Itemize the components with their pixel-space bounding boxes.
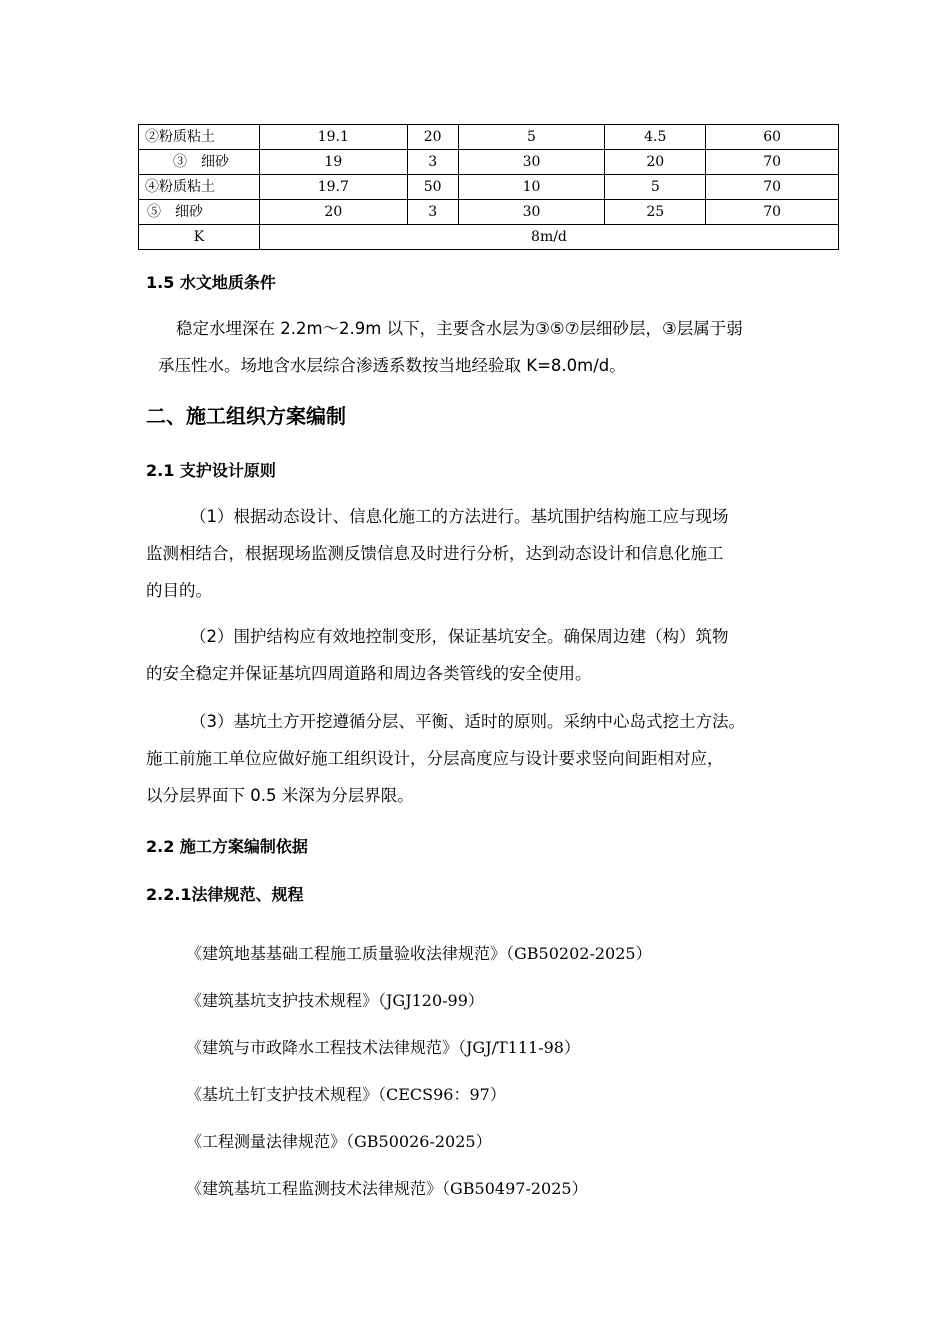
soil-layer-name: ②粉质粘土 bbox=[139, 125, 260, 150]
paragraph-line: （1）根据动态设计、信息化施工的方法进行。基坑围护结构施工应与现场 bbox=[190, 507, 729, 526]
principle-paragraph-1 bbox=[146, 498, 836, 609]
table-cell: 19.7 bbox=[259, 175, 407, 200]
reference-item: 《工程测量法律规范》（GB50026-2025） bbox=[186, 1132, 492, 1151]
paragraph-line: 监测相结合，根据现场监测反馈信息及时进行分析，达到动态设计和信息化施工 bbox=[146, 544, 724, 563]
table-cell: 19.1 bbox=[259, 125, 407, 150]
soil-layer-name: ③ 细砂 bbox=[139, 150, 260, 175]
table-cell: 25 bbox=[605, 200, 706, 225]
paragraph-line: （2）围护结构应有效地控制变形，保证基坑安全。确保周边建（构）筑物 bbox=[190, 627, 729, 646]
table-cell: 20 bbox=[259, 200, 407, 225]
table-cell: 5 bbox=[605, 175, 706, 200]
section-heading-1-5: 1.5 水文地质条件 bbox=[146, 273, 276, 292]
soil-layer-name: ④粉质粘土 bbox=[139, 175, 260, 200]
table-cell: 20 bbox=[407, 125, 458, 150]
table-cell: 19 bbox=[259, 150, 407, 175]
section-heading-2-2-1: 2.2.1法律规范、规程 bbox=[146, 885, 304, 904]
reference-item: 《建筑基坑支护技术规程》（JGJ120-99） bbox=[186, 991, 484, 1010]
table-cell: 10 bbox=[458, 175, 605, 200]
table-cell: 3 bbox=[407, 200, 458, 225]
table-cell: 60 bbox=[706, 125, 839, 150]
principle-paragraph-3 bbox=[146, 703, 836, 814]
paragraph-line: 施工前施工单位应做好施工组织设计，分层高度应与设计要求竖向间距相对应， bbox=[146, 749, 724, 768]
table-cell: 30 bbox=[458, 150, 605, 175]
section-heading-2-2: 2.2 施工方案编制依据 bbox=[146, 837, 308, 856]
table-cell: 70 bbox=[706, 175, 839, 200]
paragraph-line: 以分层界面下 0.5 米深为分层界限。 bbox=[146, 786, 414, 805]
table-cell: 5 bbox=[458, 125, 605, 150]
paragraph-line: 承压性水。场地含水层综合渗透系数按当地经验取 K=8.0m/d。 bbox=[158, 356, 626, 375]
table-row bbox=[139, 125, 839, 150]
table-cell: 20 bbox=[605, 150, 706, 175]
reference-item: 《建筑基坑工程监测技术法律规范》（GB50497-2025） bbox=[186, 1179, 588, 1198]
table-cell: 3 bbox=[407, 150, 458, 175]
paragraph-line: 稳定水埋深在 2.2m～2.9m 以下，主要含水层为③⑤⑦层细砂层，③层属于弱 bbox=[176, 319, 743, 338]
reference-item: 《基坑土钉支护技术规程》（CECS96：97） bbox=[186, 1085, 506, 1104]
table-cell: 70 bbox=[706, 150, 839, 175]
soil-parameters-table bbox=[138, 124, 839, 250]
soil-layer-name: ⑤ 细砂 bbox=[139, 200, 260, 225]
paragraph-line: （3）基坑土方开挖遵循分层、平衡、适时的原则。采纳中心岛式挖土方法。 bbox=[190, 712, 745, 731]
table-cell: 30 bbox=[458, 200, 605, 225]
table-row-permeability bbox=[139, 225, 839, 250]
section-heading-2-1: 2.1 支护设计原则 bbox=[146, 461, 276, 480]
table-row bbox=[139, 150, 839, 175]
table-cell: 4.5 bbox=[605, 125, 706, 150]
permeability-label: K bbox=[139, 225, 260, 250]
hydrogeology-paragraph bbox=[146, 310, 836, 384]
permeability-value: 8m/d bbox=[259, 225, 838, 250]
table-row bbox=[139, 175, 839, 200]
reference-item: 《建筑与市政降水工程技术法律规范》（JGJ/T111-98） bbox=[186, 1038, 580, 1057]
table-row bbox=[139, 200, 839, 225]
paragraph-line: 的安全稳定并保证基坑四周道路和周边各类管线的安全使用。 bbox=[146, 664, 592, 683]
table-cell: 70 bbox=[706, 200, 839, 225]
chapter-heading: 二、施工组织方案编制 bbox=[146, 404, 346, 428]
principle-paragraph-2 bbox=[146, 618, 836, 692]
paragraph-line: 的目的。 bbox=[146, 581, 212, 600]
table-cell: 50 bbox=[407, 175, 458, 200]
reference-item: 《建筑地基基础工程施工质量验收法律规范》（GB50202-2025） bbox=[186, 944, 652, 963]
